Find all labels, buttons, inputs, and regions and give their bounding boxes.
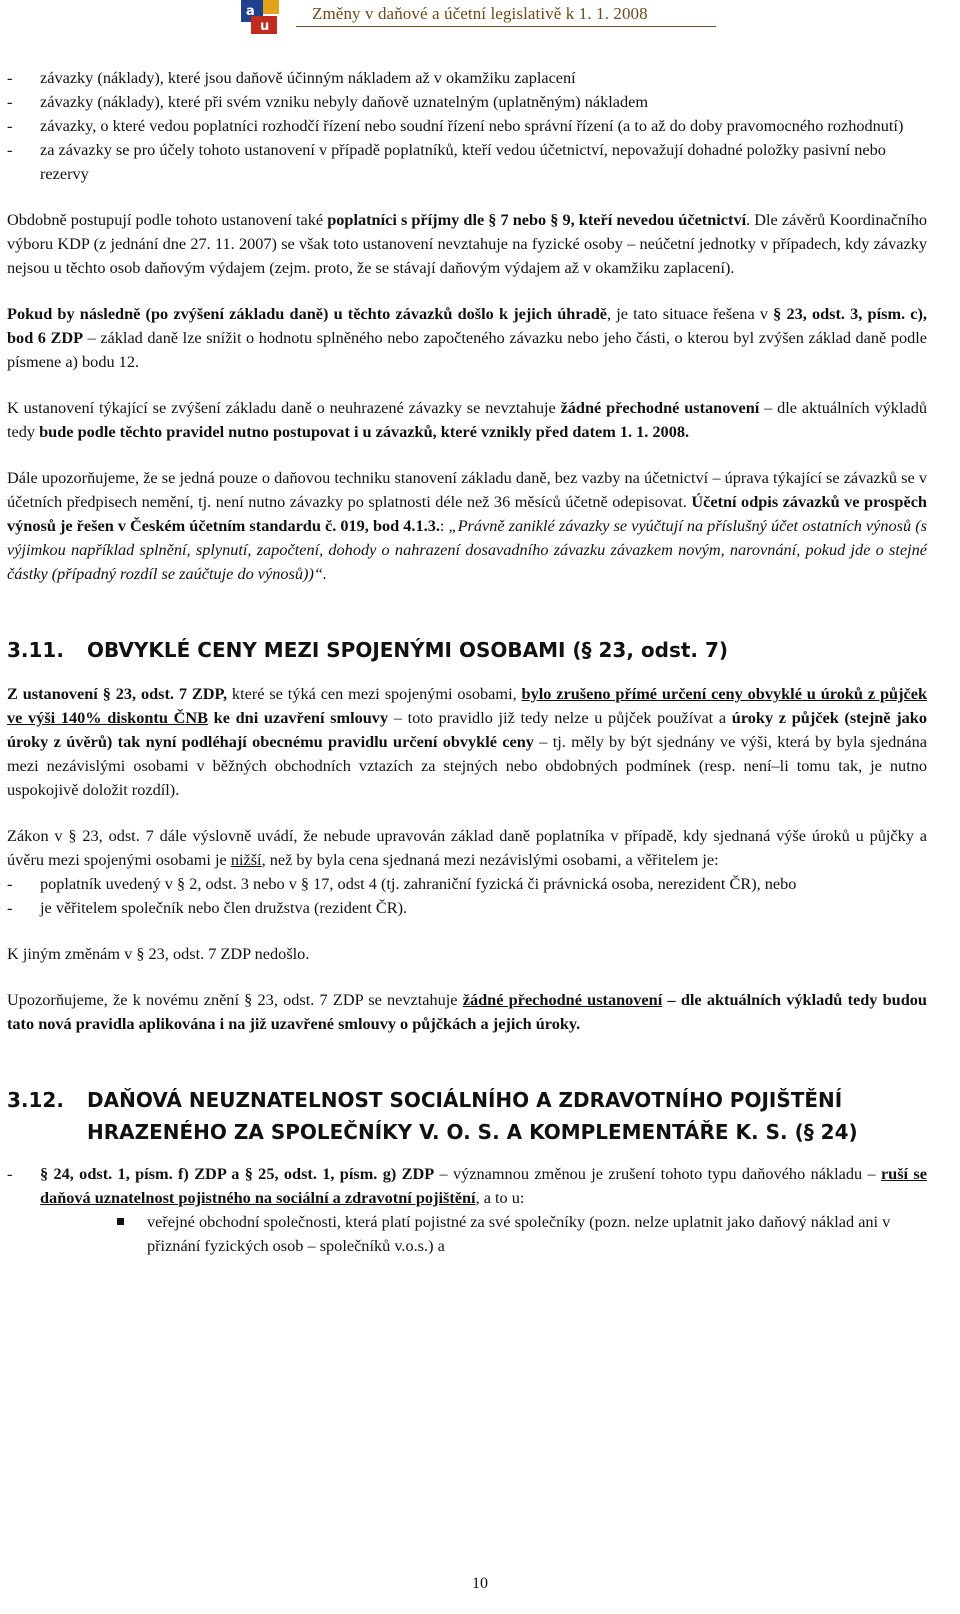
paragraph: Z ustanovení § 23, odst. 7 ZDP, které se týká cen mezi spojenými osobami, bylo zrušeno přímé určení ceny obvyklé u úroků z půjček ve výši 140% diskontu ČNB ke dni uzavření smlouvy – toto pravidlo již tedy nelze u půjček používat a úroky z půjček (stejně jako úroky z úvěrů) tak nyní podléhají obecnému pravidlu určení obvyklé ceny – tj. měly by být sjednány ve výši, která by byla sjednána mezi nezávislými osobami v běžných obchodních vztazích za stejných nebo obdobných podmínek (resp. není–li tomu tak, je nutno uspokojivě doložit rozdíl).: [7, 684, 927, 799]
list-item: - § 24, odst. 1, písm. f) ZDP a § 25, odst. 1, písm. g) ZDP – významnou změnou je zrušení tohoto typu daňového nákladu – ruší se daňová uznatelnost pojistného na sociální a zdravotní pojištění, a to u:: [7, 1164, 927, 1207]
paragraph: Zákon v § 23, odst. 7 dále výslovně uvádí, že nebude upravován základ daně poplatníka v případě, kdy sjednaná výše úroků u půjčky a úvěru mezi spojenými osobami je nižší, než by byla cena sjednaná mezi nezávislými osobami, a věřitelem je:: [7, 826, 927, 869]
list-item: - za závazky se pro účely tohoto ustanovení v případě poplatníků, kteří vedou účetnictví, nepovažují dohadné položky pasivní nebo rezervy: [7, 140, 886, 183]
document-body: [7, 66, 927, 1258]
paragraph: Pokud by následně (po zvýšení základu daně) u těchto závazků došlo k jejich úhradě, je tato situace řešena v § 23, odst. 3, písm. c), bod 6 ZDP – základ daně lze snížit o hodnotu splněného nebo započteného závazku nebo jeho části, o kterou byl zvýšen základ daně podle písmene a) bodu 12.: [7, 304, 927, 371]
paragraph: K ustanovení týkající se zvýšení základu daně o neuhrazené závazky se nevztahuje žádné přechodné ustanovení – dle aktuálních výkladů tedy bude podle těchto pravidel nutno postupovat i u závazků, které vznikly před datem 1. 1. 2008.: [7, 398, 927, 441]
list-item: - závazky (náklady), které jsou daňově účinným nákladem až v okamžiku zaplacení: [7, 68, 576, 87]
list-item: - závazky (náklady), které při svém vzniku nebyly daňově uznatelným (uplatněným) nákladem: [7, 92, 649, 111]
header-divider: [296, 26, 716, 27]
list-item: - je věřitelem společník nebo člen družstva (rezident ČR).: [7, 898, 408, 917]
paragraph: Obdobně postupují podle tohoto ustanovení také poplatníci s příjmy dle § 7 nebo § 9, kteří nevedou účetnictví. Dle závěrů Koordinačního výboru KDP (z jednání dne 27. 11. 2007) se však toto ustanovení nevztahuje na fyzické osoby – neúčetní jednotky v případech, kdy závazky nejsou u těchto osob daňovým výdajem (zejm. proto, že se stávají daňovým výdajem až v okamžiku zaplacení).: [7, 210, 927, 277]
bullet-item: veřejné obchodní společnosti, která platí pojistné za své společníky (pozn. nelze uplatnit jako daňový náklad ani v přiznání fyzických osob – společníků v.o.s.) a: [7, 1210, 927, 1258]
page-number: 10: [472, 1575, 488, 1592]
section-heading: 3.11. OBVYKLÉ CENY MEZI SPOJENÝMI OSOBAMI (§ 23, odst. 7): [7, 638, 729, 662]
paragraph: Upozorňujeme, že k novému znění § 23, odst. 7 ZDP se nevztahuje žádné přechodné ustanovení – dle aktuálních výkladů tedy budou tato nová pravidla aplikována i na již uzavřené smlouvy o půjčkách a jejich úroky.: [7, 990, 927, 1033]
svg-text:a: a: [246, 4, 255, 19]
paragraph: K jiným změnám v § 23, odst. 7 ZDP nedošlo.: [7, 944, 310, 963]
list-item: - poplatník uvedený v § 2, odst. 3 nebo v § 17, odst 4 (tj. zahraniční fyzická či právnická osoba, nerezident ČR), nebo: [7, 874, 797, 893]
list-item: - závazky, o které vedou poplatníci rozhodčí řízení nebo soudní řízení nebo správní řízení (a to až do doby pravomocného rozhodnutí): [7, 116, 904, 135]
square-bullet-icon: [117, 1218, 124, 1225]
document-title: Změny v daňové a účetní legislativě k 1. 1. 2008: [312, 4, 648, 23]
paragraph: Dále upozorňujeme, že se jedná pouze o daňovou techniku stanovení základu daně, bez vazby na účetnictví – úprava týkající se závazků se v účetních předpisech nemění, tj. není nutno závazky po splatnosti déle než 36 měsíců účetně odepisovat. Účetní odpis závazků ve prospěch výnosů je řešen v Českém účetním standardu č. 019, bod 4.1.3.: „Právně zaniklé závazky se vyúčtují na příslušný účet ostatních výnosů (s výjimkou například splnění, splynutí, započtení, dohody o nahrazení dosavadního závazku závazkem novým, narovnání, pokud jde o stejné částky (případný rozdíl se zaúčtuje do výnosů))“.: [7, 468, 927, 583]
page-header: [0, 0, 960, 40]
svg-text:u: u: [260, 19, 270, 34]
publisher-logo: [241, 0, 281, 34]
section-heading: 3.12. DAŇOVÁ NEUZNATELNOST SOCIÁLNÍHO A ZDRAVOTNÍHO POJIŠTĚNÍ HRAZENÉHO ZA SPOLEČNÍKY V. O. S. A KOMPLEMENTÁŘE K. S. (§ 24): [7, 1088, 858, 1144]
